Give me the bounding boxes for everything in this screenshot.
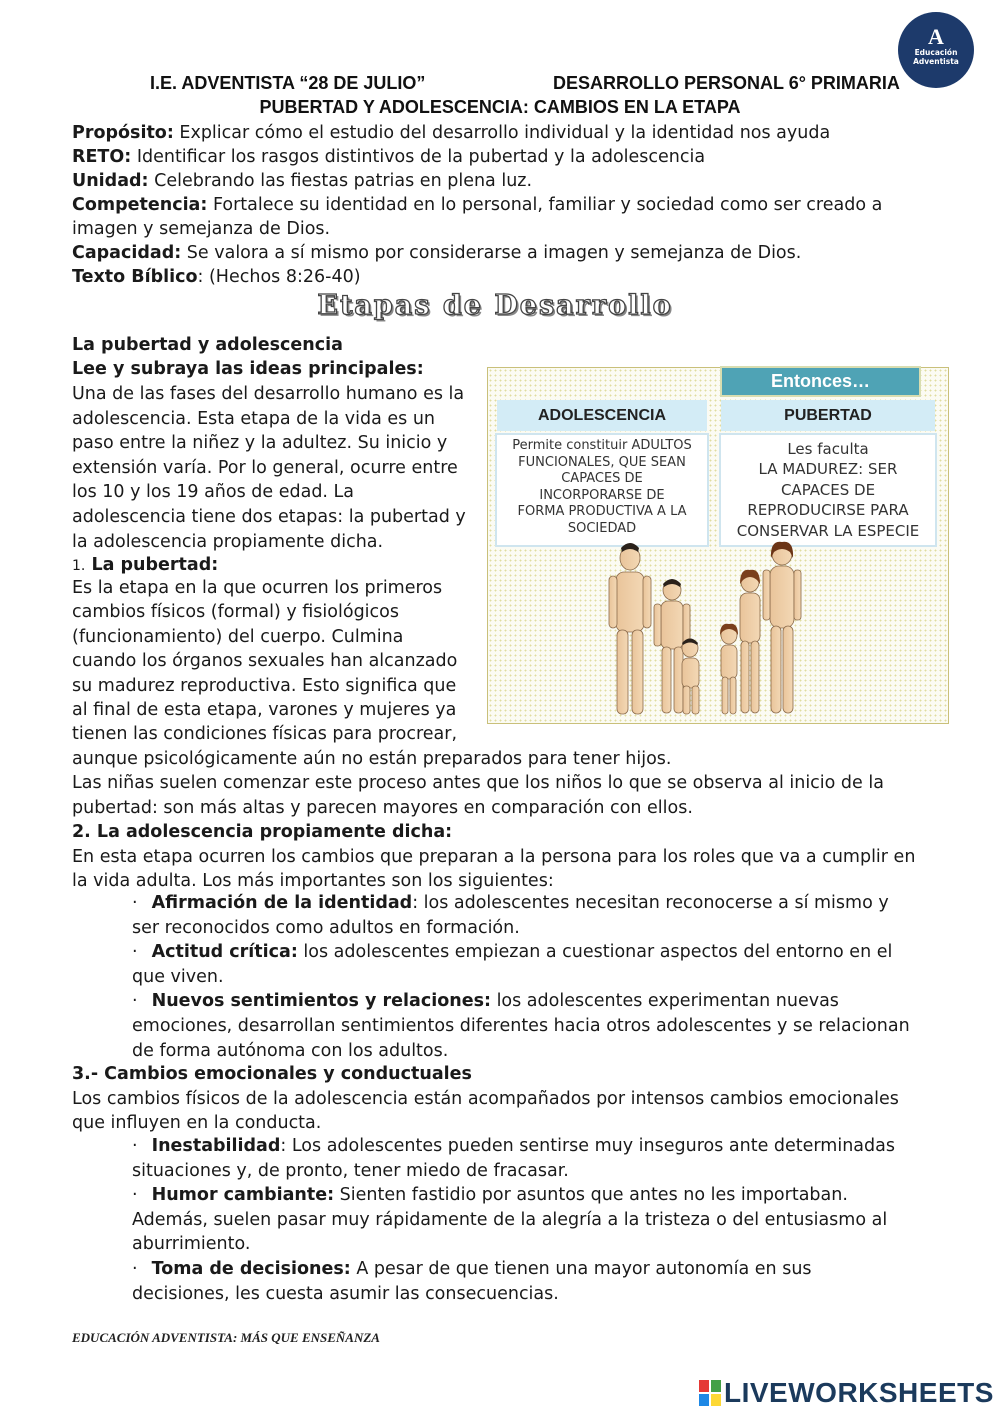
adolescencia-box-line: CAPACES DE xyxy=(561,471,643,486)
intro-line: Una de las fases del desarrollo humano es la xyxy=(72,384,465,404)
unidad-text: Celebrando las fiestas patrias en plena luz. xyxy=(148,171,533,191)
course-name: DESARROLLO PERSONAL 6° PRIMARIA xyxy=(553,73,900,93)
adolescencia-box-line: INCORPORARSE DE xyxy=(539,487,665,503)
adolescencia-box-line: FUNCIONALES, QUE SEAN xyxy=(518,454,686,470)
reto-label: RETO: xyxy=(72,147,132,167)
bullet-icon: · xyxy=(132,942,138,963)
bullet-icon: · xyxy=(132,991,138,1012)
bullet-icon: · xyxy=(132,1185,138,1206)
pubertad-line: al final de esta etapa, varones y mujeres ya xyxy=(72,700,457,720)
proposito-line xyxy=(72,121,830,145)
competencia-label: Competencia: xyxy=(72,195,208,215)
pubertad-heading xyxy=(72,553,218,578)
pubertad-box-line: CAPACES DE xyxy=(780,480,876,499)
cambios-bullet-continuation: situaciones y, de pronto, tener miedo de fracasar. xyxy=(132,1160,569,1181)
adolescencia-line: la vida adulta. Los más importantes son los siguientes: xyxy=(72,871,554,892)
intro-line: extensión varía. Por lo general, ocurre entre xyxy=(72,457,458,478)
adolescencia-box-text xyxy=(495,433,709,547)
intro-instruction: Lee y subraya las ideas principales: xyxy=(72,359,424,379)
intro-line: los 10 y los 19 años de edad. La xyxy=(72,482,355,503)
proposito-text: Explicar cómo el estudio del desarrollo individual y la identidad nos ayuda xyxy=(173,123,831,143)
adult-female-figure xyxy=(763,542,801,713)
footer-motto: EDUCACIÓN ADVENTISTA: MÁS QUE ENSEÑANZA xyxy=(72,1330,380,1345)
adolescencia-bullet-label: Nuevos sentimientos y relaciones: xyxy=(151,991,491,1012)
unidad-label: Unidad: xyxy=(72,171,149,191)
pubertad-box-text xyxy=(719,433,937,547)
adolescencia-bullet-continuation: que viven. xyxy=(132,966,224,987)
adolescencia-bullet-continuation: ser reconocidos como adultos en formación. xyxy=(132,917,520,938)
intro-line: paso entre la niñez y la adultez. Su inicio y xyxy=(72,433,448,454)
liveworksheets-logo-icon xyxy=(699,1380,721,1406)
brand-text: LIVEWORKSHEETS xyxy=(724,1377,994,1408)
capacidad-text: Se valora a sí mismo por considerarse a imagen y semejanza de Dios. xyxy=(181,243,802,263)
bullet-icon: · xyxy=(132,1136,138,1156)
pubertad-line: cuando los órganos sexuales han alcanzado xyxy=(72,651,458,672)
pubertad-number: 1. xyxy=(72,558,86,574)
school-logo xyxy=(898,12,974,88)
texto-biblico-line xyxy=(72,265,361,289)
intro-line: adolescencia. Esta etapa de la vida es un xyxy=(72,408,435,429)
page-title: PUBERTAD Y ADOLESCENCIA: CAMBIOS EN LA ETAPA xyxy=(259,97,741,117)
pubertad-line: Las niñas suelen comenzar este proceso antes que los niños lo que se observa al inicio de la xyxy=(72,773,884,794)
pubertad-line: su madurez reproductiva. Esto significa que xyxy=(72,675,457,696)
child-male-figure xyxy=(682,639,699,715)
reto-line xyxy=(72,145,705,169)
texto-biblico-text: : (Hechos 8:26-40) xyxy=(197,267,361,287)
texto-biblico-label: Texto Bíblico xyxy=(72,267,198,287)
adolescencia-bullet-label: Afirmación de la identidad xyxy=(151,893,413,913)
school-name: I.E. ADVENTISTA “28 DE JULIO” xyxy=(150,73,426,93)
pubertad-box-title: PUBERTAD xyxy=(721,400,935,431)
adolescencia-bullet-continuation: emociones, desarrollan sentimientos diferentes hacia otros adolescentes y se relacionan xyxy=(132,1016,910,1036)
cambios-bullet-item xyxy=(132,1183,848,1208)
pubertad-box-line: LA MADUREZ: SER xyxy=(758,460,898,479)
cambios-bullet-label: Humor cambiante: xyxy=(151,1185,335,1206)
adolescencia-box-line: Permite constituir ADULTOS xyxy=(512,438,692,453)
unidad-line xyxy=(72,169,532,193)
adolescencia-bullet-item xyxy=(132,940,892,965)
cambios-bullet-continuation: aburrimiento. xyxy=(132,1234,251,1255)
teen-female-figure xyxy=(740,570,760,713)
logo-text: Educación Adventista xyxy=(913,48,959,66)
pubertad-line: (funcionamiento) del cuerpo. Culmina xyxy=(72,626,404,647)
adolescencia-bullet-text: los adolescentes empiezan a cuestionar aspectos del entorno en el xyxy=(297,942,893,963)
adolescencia-box-title: ADOLESCENCIA xyxy=(497,400,707,431)
bullet-icon: · xyxy=(132,1259,138,1279)
adolescencia-bullet-continuation: de forma autónoma con los adultos. xyxy=(132,1040,449,1061)
intro-line: la adolescencia propiamente dicha. xyxy=(72,531,384,552)
adult-male-figure xyxy=(609,543,651,714)
cambios-bullet-text: Sienten fastidio por asuntos que antes no les importaban. xyxy=(334,1185,848,1206)
adolescencia-bullet-item xyxy=(132,989,839,1014)
reto-text: Identificar los rasgos distintivos de la pubertad y la adolescencia xyxy=(131,147,706,167)
bullet-icon: · xyxy=(132,893,138,913)
cambios-line: que influyen en la conducta. xyxy=(72,1113,322,1134)
cambios-bullet-item xyxy=(132,1134,895,1159)
section-title: Etapas de Desarrollo xyxy=(317,290,673,321)
cambios-heading: 3.- Cambios emocionales y conductuales xyxy=(72,1064,472,1084)
pubertad-line: pubertad: son más altas y parecen mayores en comparación con ellos. xyxy=(72,797,693,818)
cambios-bullet-label: Toma de decisiones: xyxy=(151,1259,351,1279)
cambios-bullet-text: A pesar de que tienen una mayor autonomía en sus xyxy=(350,1259,812,1279)
pubertad-box-line: CONSERVAR LA ESPECIE xyxy=(736,521,920,540)
family-figures-illustration xyxy=(590,540,830,720)
competencia-line xyxy=(72,193,882,217)
cambios-bullet-label: Inestabilidad xyxy=(151,1136,281,1156)
adolescencia-box-line: FORMA PRODUCTIVA A LA xyxy=(517,504,687,519)
competencia-line-2: imagen y semejanza de Dios. xyxy=(72,219,331,239)
cambios-bullet-text: : Los adolescentes pueden sentirse muy inseguros ante determinadas xyxy=(280,1136,895,1156)
pubertad-title: La pubertad: xyxy=(85,555,219,575)
child-female-figure xyxy=(720,624,738,714)
pubertad-line: cambios físicos (formal) y fisiológicos xyxy=(72,602,399,623)
adolescencia-bullet-text: : los adolescentes necesitan reconocerse a sí mismo y xyxy=(412,893,889,913)
pubertad-line: aunque psicológicamente aún no están preparados para tener hijos. xyxy=(72,748,672,769)
pubertad-line: tienen las condiciones físicas para procrear, xyxy=(72,724,458,745)
capacidad-label: Capacidad: xyxy=(72,243,182,263)
logo-letter: A xyxy=(928,24,944,49)
liveworksheets-brand xyxy=(699,1378,994,1408)
pubertad-box-line: Les faculta xyxy=(787,440,869,458)
cambios-line: Los cambios físicos de la adolescencia están acompañados por intensos cambios emocionales xyxy=(72,1089,899,1109)
adolescencia-bullet-label: Actitud crítica: xyxy=(151,942,298,963)
adolescencia-box-line: SOCIEDAD xyxy=(567,520,637,536)
intro-heading: La pubertad y adolescencia xyxy=(72,335,343,355)
cambios-bullet-item xyxy=(132,1257,812,1282)
capacidad-line xyxy=(72,241,801,265)
proposito-label: Propósito: xyxy=(72,123,174,143)
adolescencia-line: En esta etapa ocurren los cambios que preparan a la persona para los roles que va a cumplir en xyxy=(72,847,916,867)
adolescencia-bullet-text: los adolescentes experimentan nuevas xyxy=(491,991,839,1012)
adolescencia-heading: 2. La adolescencia propiamente dicha: xyxy=(72,822,453,842)
cambios-bullet-continuation: Además, suelen pasar muy rápidamente de la alegría a la tristeza o del entusiasmo al xyxy=(132,1209,888,1230)
competencia-text: Fortalece su identidad en lo personal, familiar y sociedad como ser creado a xyxy=(207,195,883,215)
adolescencia-bullet-item xyxy=(132,891,889,916)
pubertad-line: Es la etapa en la que ocurren los primeros xyxy=(72,578,443,598)
figure-banner: Entonces… xyxy=(720,366,921,397)
pubertad-box-line: REPRODUCIRSE PARA xyxy=(747,501,909,520)
cambios-bullet-continuation: decisiones, les cuesta asumir las consecuencias. xyxy=(132,1283,559,1304)
intro-line: adolescencia tiene dos etapas: la pubertad y xyxy=(72,507,466,527)
